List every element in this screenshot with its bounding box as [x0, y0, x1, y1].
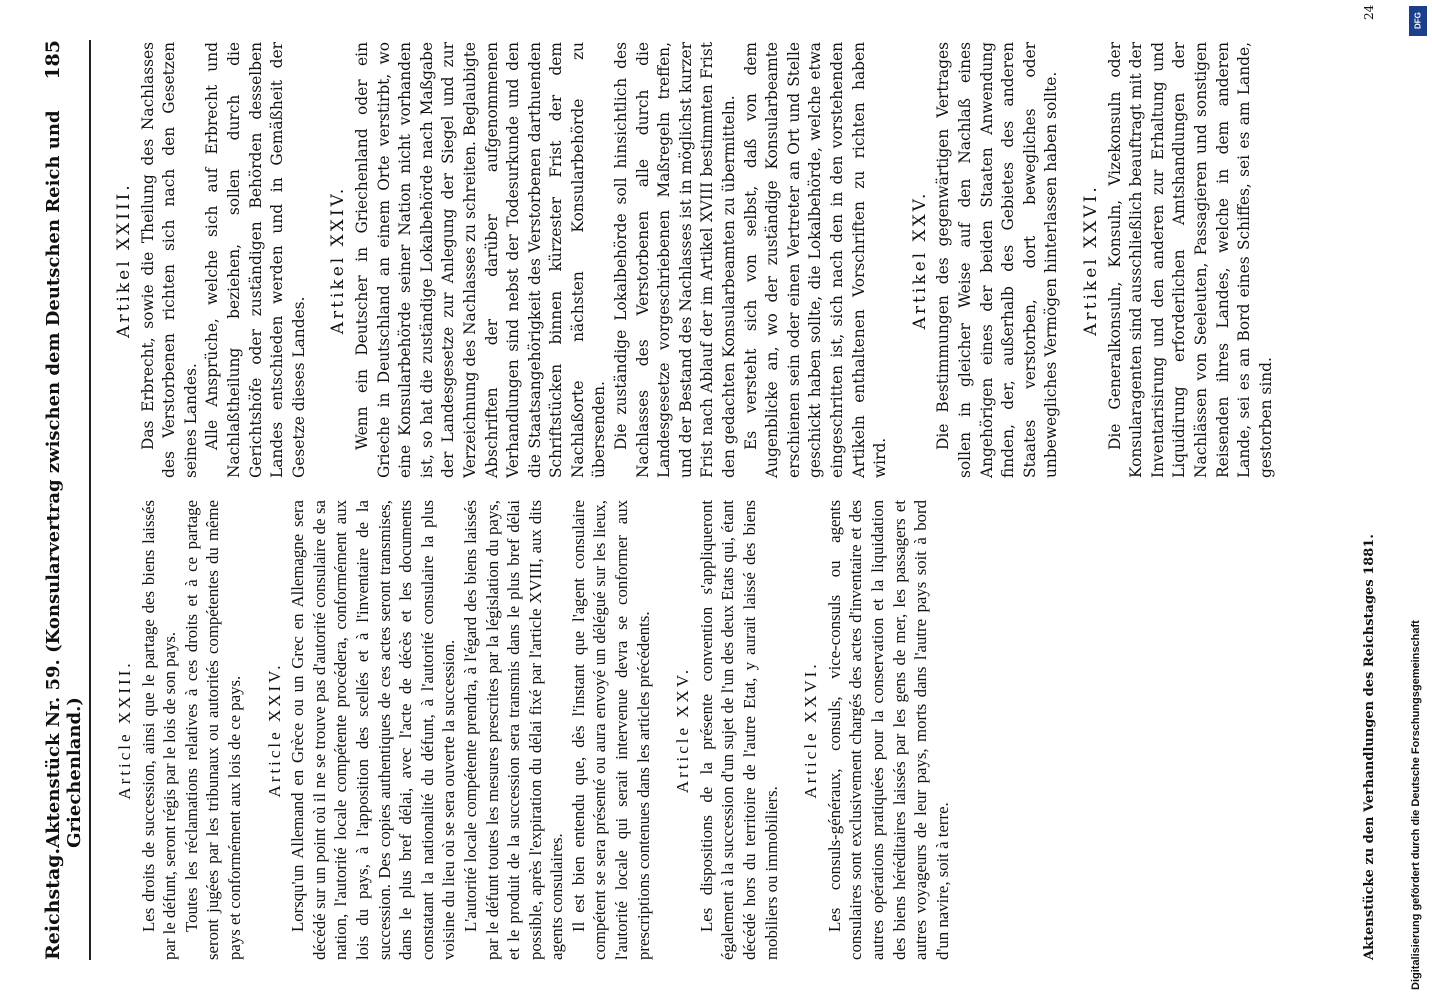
- running-header: [42, 40, 91, 960]
- fr-article-24-p3: Il est bien entendu que, dès l'instant que l'agent consulaire compétent se sera présenté ou aura envoyé un délégué sur les lieux, l'autorité locale qui serait intervenue devra se conformer aux prescriptions contenues dans les articles précédents.: [568, 500, 653, 960]
- fr-article-24-heading: Article XXIV.: [264, 662, 284, 798]
- de-article-24-p3: Es versteht sich von selbst, daß von dem Augenblicke an, wo der zuständige Konsularbeamte erschienen sein oder einen Vertreter an Ort und Stelle geschickt haben sollte, die Lokalbehörde, welche etwa eingeschritten ist, sich nach den in den vorstehenden Artikeln enthaltenen Vorschriften zu richten haben wird.: [741, 42, 890, 478]
- de-article-24-p1: Wenn ein Deutscher in Griechenland oder ein Grieche in Deutschland an einem Orte verstirbt, wo eine Konsularbehörde seiner Nation nicht vorhanden ist, so hat die zuständige Lokalbehörde nach Maßgabe der Landesgesetze zur Anlegung der Siegel und zur Verzeichnung des Nachlasses zu schreiten. Beglaubigte Abschriften der darüber aufgenommenen Verhandlungen sind nebst der Todesurkunde und den die Staatsangehörigkeit des Verstorbenen darthuenden Schriftstücken binnen kürzester Frist der dem Nachlaßorte nächsten Konsularbehörde zu übersenden.: [352, 42, 609, 478]
- page-number: 185: [42, 40, 64, 80]
- fr-article-25-p1: Les dispositions de la présente convention s'appliqueront également à la succession d'un sujet de l'un des deux Etats qui, étant décédé hors du territoire de l'autre Etat, y aurait laissé des biens mobiliers ou immobiliers.: [696, 500, 781, 960]
- fr-article-24-p2: L'autorité locale compétente prendra, à l'égard des biens laissés par le défunt toutes les mesures prescrites par la législation du pays, et le produit de la succession sera transmis dans le plus bref délai possible, après l'expiration du délai fixé par l'article XVIII, aux dits agents consulaires.: [460, 500, 567, 960]
- de-article-26-p1: Die Generalkonsuln, Konsuln, Vizekonsuln oder Konsularagenten sind ausschließlich beauftragt mit der Inventarisirung und den anderen zur Erhaltung und Liquidirung erforderlichen Amtshandlungen der Nachlässen von Seeleuten, Passagieren und sonstigen Reisenden ihres Landes, welche in dem anderen Lande, sei es an Bord eines Schiffes, sei es am Lande, gestorben sind.: [1105, 42, 1275, 478]
- german-column: [110, 42, 1277, 478]
- header-title: Aktenstück Nr. 59. (Konsularvertrag zwischen dem Deutschen Reich und Griechenland.): [43, 110, 85, 848]
- funding-sidebar: [1404, 0, 1432, 1000]
- footer-source: Aktenstücke zu den Verhandlungen des Reichstages 1881.: [1362, 534, 1377, 960]
- de-article-23-heading: Artikel XXIII.: [114, 182, 134, 338]
- de-article-23-p1: Das Erbrecht, sowie die Theilung des Nachlasses des Verstorbenen richten sich nach den Gesetzen seines Landes.: [138, 42, 200, 478]
- de-article-24-p2: Die zuständige Lokalbehörde soll hinsichtlich des Nachlasses des Verstorbenen alle durch die Landesgesetze vorgeschriebenen Maßregeln treffen, und der Bestand des Nachlasses ist in möglichst kurzer Frist nach Ablauf der im Artikel XVIII bestimmten Frist den gedachten Konsularbeamten zu übermitteln.: [612, 42, 739, 478]
- header-left: Reichstag.: [42, 847, 64, 960]
- de-article-25-p1: Die Bestimmungen des gegenwärtigen Vertrages sollen in gleicher Weise auf den Nachlaß eines Angehörigen eines der beiden Staaten Anwendung finden, der, außerhalb des Gebietes des anderen Staates verstorben, dort bewegliches oder unbewegliches Vermögen hinterlassen haben sollte.: [934, 42, 1061, 478]
- page-footer: [1362, 40, 1377, 960]
- dfg-badge: DFG: [1409, 6, 1427, 36]
- de-article-26-heading: Artikel XXVI.: [1080, 184, 1101, 336]
- fr-article-23-heading: Article XXIII.: [115, 660, 134, 800]
- de-article-25-heading: Artikel XXV.: [909, 190, 930, 330]
- fr-article-23-p1: Les droits de succession, ainsi que le partage des biens laissés par le défunt, seront régis par le lois de son pays.: [138, 500, 180, 960]
- funding-note: Digitalisierung gefördert durch die Deutsche Forschungsgemeinschaft: [1410, 620, 1422, 990]
- fr-article-24-p1: Lorsqu'un Allemand en Grèce ou un Grec en Allemagne sera décédé sur un point où il ne se trouve pas d'autorité consulaire de sa nation, l'autorité locale compétente procédera, conformément aux lois du pays, à l'apposition des scellés et à l'inventaire de la succession. Des copies authentiques de ces actes seront transmises, dans le plus bref délai, avec l'acte de décès et les documents constatant la nationalité du défunt, à l'autorité consulaire la plus voisine du lieu où se sera ouverte la succession.: [288, 500, 459, 960]
- fr-article-23-p2: Toutes les réclamations relatives à ces droits et à ce partage seront jugées par les tribunaux ou autorités compétentes du même pays et conformément aux lois de ce pays.: [181, 500, 244, 960]
- fr-article-25-heading: Article XXV.: [673, 666, 693, 794]
- french-column: [110, 500, 953, 960]
- fr-article-26-heading: Article XXVI.: [801, 661, 821, 799]
- fr-article-26-p1: Les consuls-généraux, consuls, vice-consuls ou agents consulaires sont exclusivement chargés des actes d'inventaire et des autres opérations pratiquées pour la conservation et la liquidation des biens héréditaires laissés par les gens de mer, les passagers et autres voyageurs de leur pays, morts dans l'autre pays soit à bord d'un navire, soit à terre.: [824, 500, 952, 960]
- de-article-23-p2: Alle Ansprüche, welche sich auf Erbrecht und Nachlaßtheilung beziehen, sollen durch die Gerichtshöfe oder zuständigen Behörden desselben Landes entschieden werden und in Gemäßheit der Gesetze dieses Landes.: [203, 42, 308, 478]
- de-article-24-heading: Artikel XXIV.: [328, 185, 349, 335]
- signature-mark: 24: [1362, 4, 1376, 20]
